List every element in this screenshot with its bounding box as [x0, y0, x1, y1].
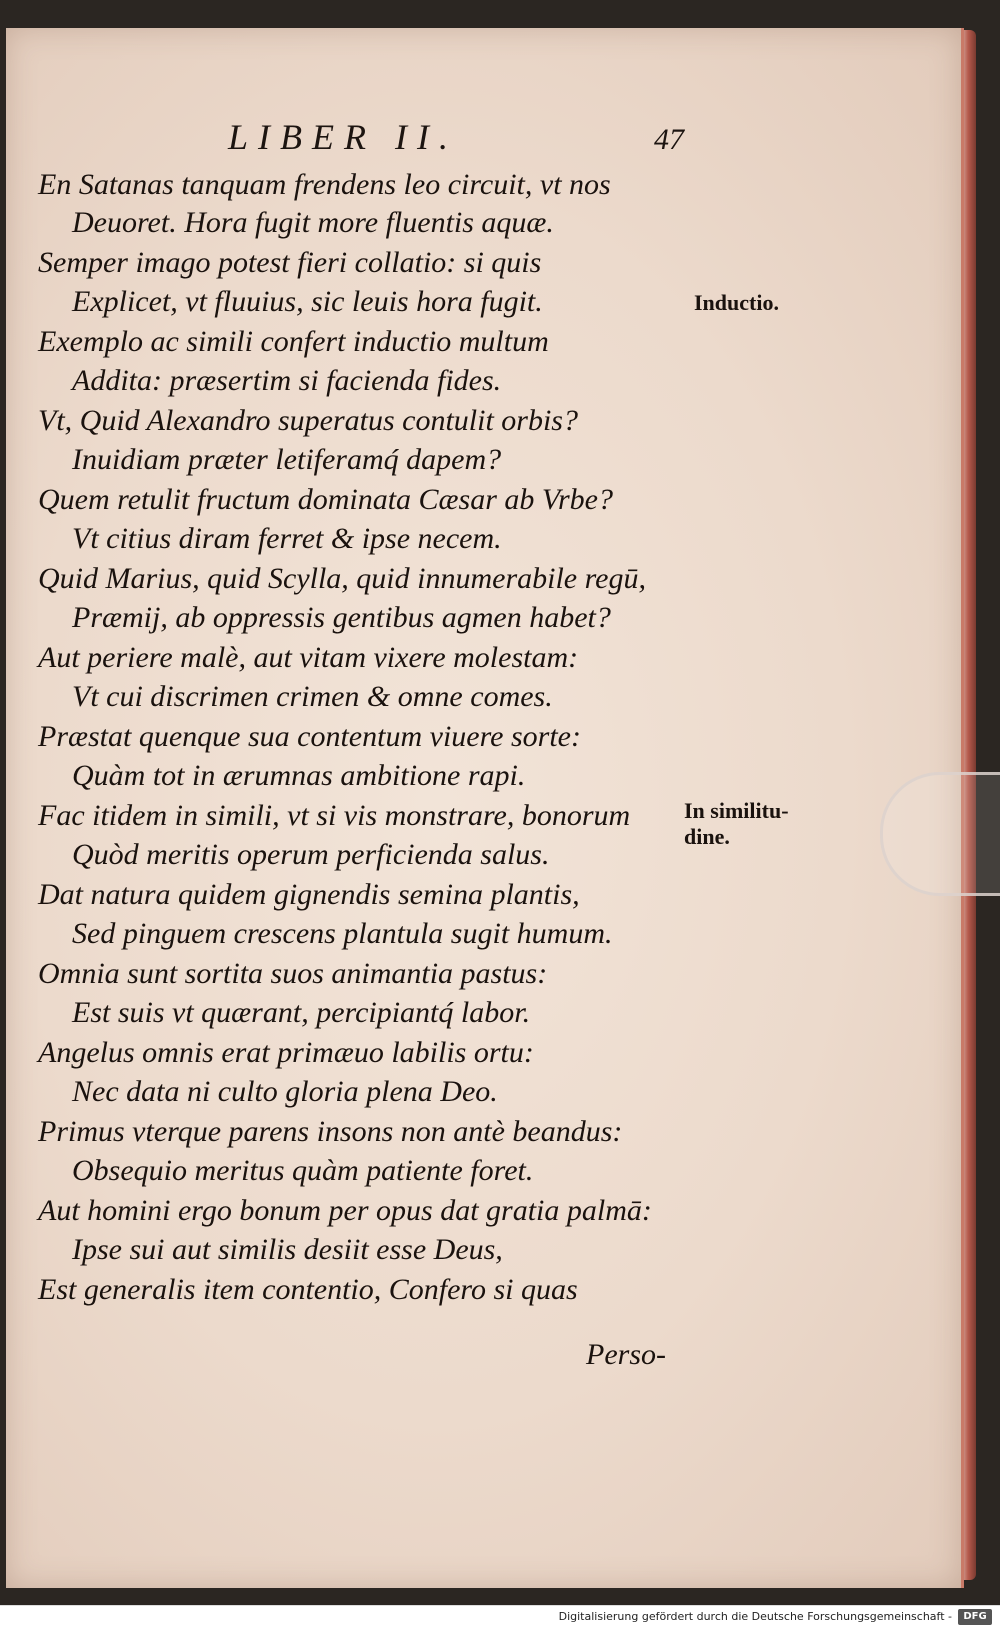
verse-line: Ipse sui aut similis desiit esse Deus,	[72, 1233, 503, 1266]
verse-line: Vt cui discrimen crimen & omne comes.	[72, 680, 553, 713]
dfg-logo: DFG	[958, 1609, 992, 1625]
verse-line: Quòd meritis operum perficienda salus.	[72, 838, 550, 871]
page-clip	[880, 772, 1000, 896]
verse-line: Omnia sunt sortita suos animantia pastus:	[38, 957, 548, 990]
running-head: LIBER II.	[228, 117, 458, 157]
verse-line: Obsequio meritus quàm patiente foret.	[72, 1154, 534, 1187]
footer-bar	[0, 1605, 1000, 1629]
margin-note-line: dine.	[684, 824, 730, 849]
verse-line: Vt citius diram ferret & ipse necem.	[72, 522, 502, 555]
catchword: Perso-	[586, 1338, 666, 1371]
verse-line: Quàm tot in ærumnas ambitione rapi.	[72, 759, 526, 792]
verse-line: Dat natura quidem gignendis semina plantis,	[38, 878, 580, 911]
verse-line: Deuoret. Hora fugit more fluentis aquæ.	[72, 206, 554, 239]
margin-note-similitudine	[684, 798, 789, 850]
verse-line: Aut homini ergo bonum per opus dat gratia palmā:	[38, 1194, 652, 1227]
verse-line: Addita: præsertim si facienda fides.	[72, 364, 502, 397]
book-page	[6, 28, 964, 1588]
funding-credit: Digitalisierung gefördert durch die Deutsche Forschungsgemeinschaft -	[558, 1610, 952, 1623]
verse-line: En Satanas tanquam frendens leo circuit, vt nos	[38, 168, 611, 201]
margin-note-inductio: Inductio.	[694, 290, 779, 315]
verse-line: Præmij, ab oppressis gentibus agmen habet?	[72, 601, 611, 634]
verse-line: Est suis vt quærant, percipiantq́ labor.	[72, 996, 531, 1029]
verse-line: Vt, Quid Alexandro superatus contulit orbis?	[38, 404, 578, 437]
verse-line: Explicet, vt fluuius, sic leuis hora fugit.	[72, 285, 543, 318]
verse-line: Exemplo ac simili confert inductio multum	[38, 325, 549, 358]
verse-line: Nec data ni culto gloria plena Deo.	[72, 1075, 498, 1108]
verse-line: Aut periere malè, aut vitam vixere molestam:	[38, 641, 579, 674]
verse-line: Inuidiam præter letiferamq́ dapem?	[72, 443, 502, 476]
verse-line: Fac itidem in simili, vt si vis monstrare, bonorum	[38, 799, 631, 832]
margin-note-line: In similitu-	[684, 798, 789, 823]
verse-line: Est generalis item contentio, Confero si quas	[38, 1273, 578, 1306]
verse-line: Quid Marius, quid Scylla, quid innumerabile regū,	[38, 562, 646, 595]
verse-line: Angelus omnis erat primæuo labilis ortu:	[38, 1036, 534, 1069]
page-number: 47	[654, 123, 684, 156]
verse-line: Primus vterque parens insons non antè beandus:	[38, 1115, 623, 1148]
verse-line: Quem retulit fructum dominata Cæsar ab Vrbe?	[38, 483, 613, 516]
verse-line: Sed pinguem crescens plantula sugit humum.	[72, 917, 613, 950]
verse-line: Semper imago potest fieri collatio: si quis	[38, 246, 542, 279]
verse-line: Præstat quenque sua contentum viuere sorte:	[38, 720, 581, 753]
